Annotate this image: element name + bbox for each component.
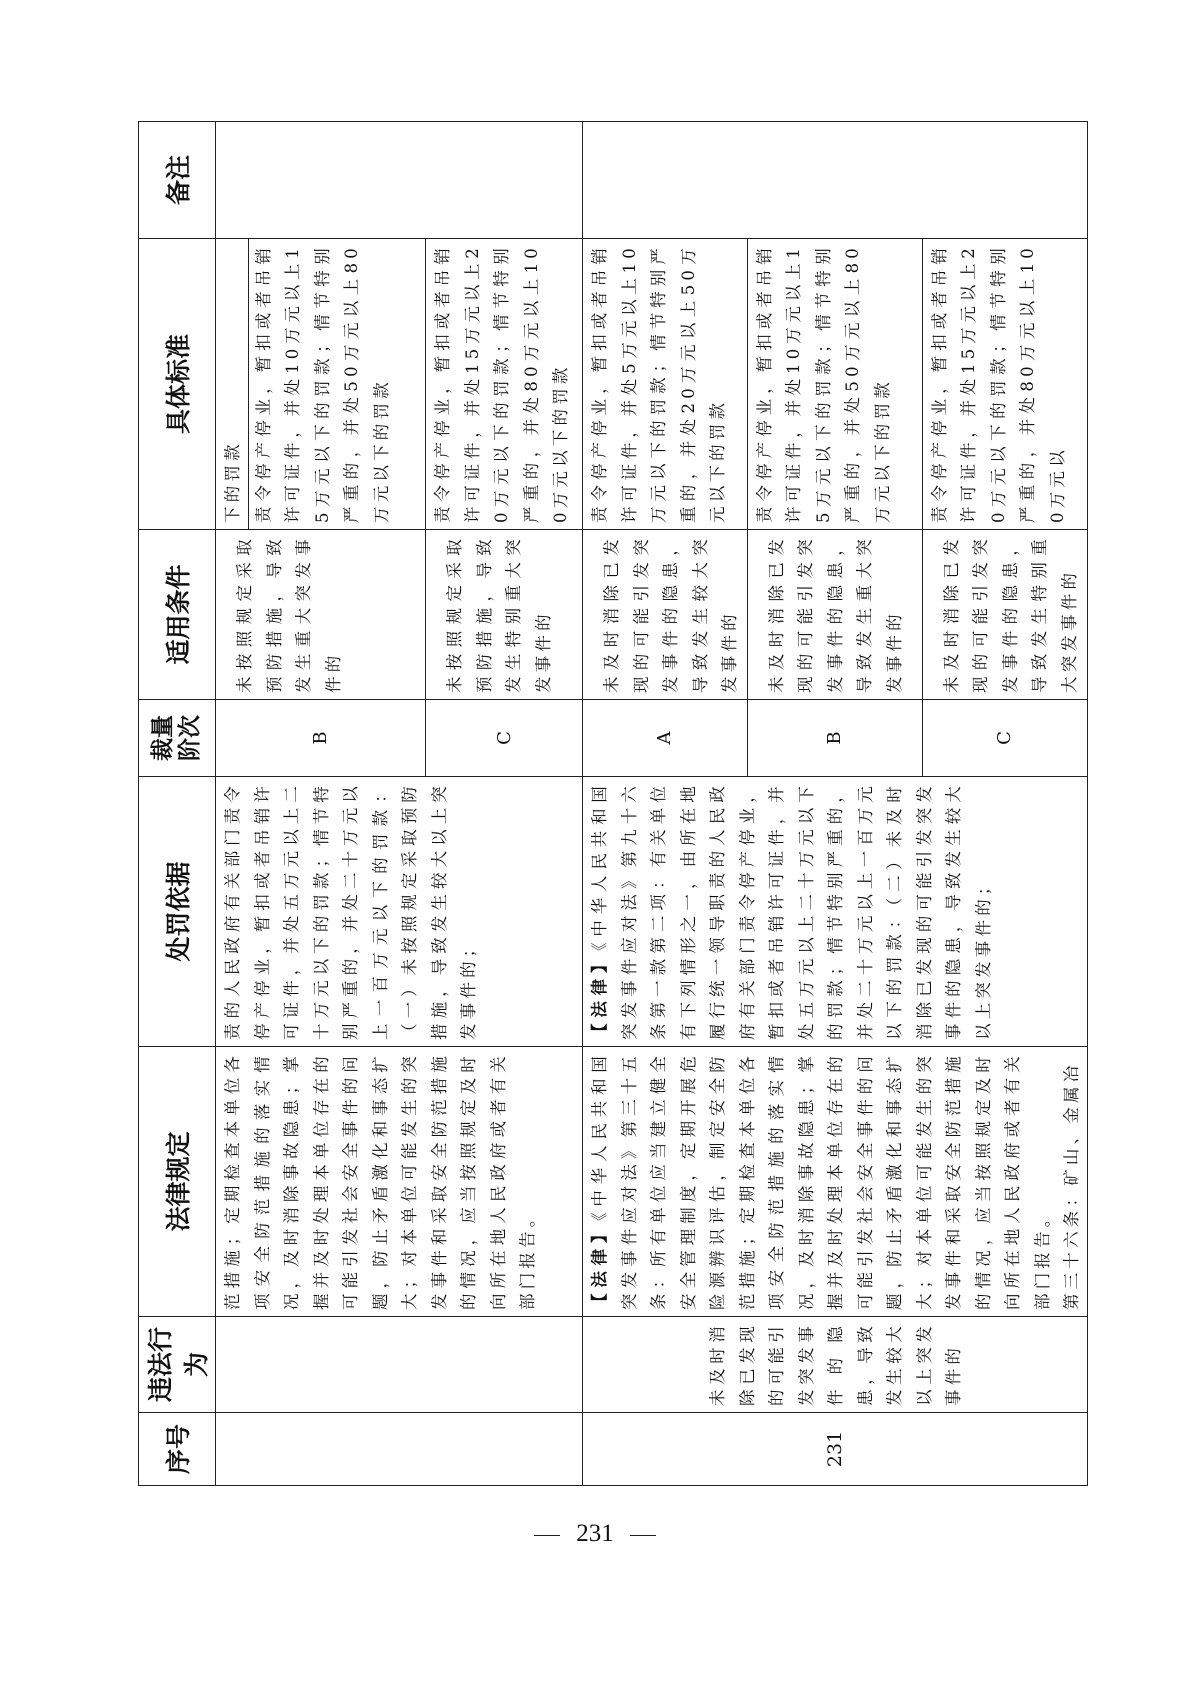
condition-text: 未及时消除已发现的可能引发突发事件的隐患，导致发生特别重大突发事件的 — [941, 535, 1079, 693]
header-condition: 适用条件 — [139, 530, 216, 700]
note-cell-top — [216, 122, 583, 239]
standard-cell — [922, 239, 1087, 530]
condition-text: 未及时消除已发现的可能引发突发事件的隐患，导致发生较大突发事件的 — [602, 535, 739, 693]
page-number-text: 231 — [576, 1520, 614, 1547]
header-standard: 具体标准 — [139, 239, 216, 530]
condition-cell — [216, 530, 426, 700]
table-row — [583, 122, 748, 1486]
condition-text: 未按照规定采取预防措施，导致发生特别重大突发事件的 — [445, 535, 553, 693]
header-grade: 裁量阶次 — [139, 700, 216, 777]
header-note: 备注 — [139, 122, 216, 239]
grade-cell: C — [922, 700, 1087, 777]
standard-lead-text: 下的罚款 — [218, 239, 249, 529]
header-law: 法律规定 — [139, 1047, 216, 1317]
condition-cell — [747, 530, 922, 700]
header-basis: 处罚依据 — [139, 777, 216, 1047]
condition-cell — [922, 530, 1087, 700]
standard-text: 责令停产停业，暂扣或者吊销许可证件，并处5万元以上10万元以下的罚款；情节特别严重的，并处20万元以上50万元以下的罚款 — [590, 244, 727, 523]
rotated-table-container — [138, 122, 1081, 1486]
page-number — [0, 1520, 1190, 1548]
grade-cell: B — [747, 700, 922, 777]
header-seq: 序号 — [139, 1413, 216, 1486]
condition-cell — [583, 530, 748, 700]
law-body: 《中华人民共和国突发事件应对法》第三十五条：所有单位应当建立健全安全管理制度，定期开展危险源辨识评估，制定安全防范措施；定期检查本单位各项安全防范措施的落实情况，及时消除事故隐患；掌握并及时处理本单位存在的可能引发社会安全事件的问题，防止矛盾激化和事态扩大；对本单位可能发生的突发事件和采取安全防范措施的情况，应当按照规定及时向所在地人民政府或者有关部门报告。 第三十六条：矿山、金属冶 — [590, 1052, 1081, 1310]
standard-cell — [747, 239, 922, 530]
header-row — [139, 122, 216, 1486]
basis-bracket: 【法律】 — [590, 950, 609, 1040]
seq-cell: 231 — [583, 1413, 1088, 1486]
standard-text: 责令停产停业，暂扣或者吊销许可证件，并处15万元以上20万元以下的罚款；情节特别严重的，并处80万元以上100万元以 — [929, 244, 1067, 523]
law-bracket: 【法律】 — [590, 1220, 609, 1310]
violation-cell-top — [216, 1317, 583, 1413]
basis-text: 责的人民政府有关部门责令停产停业，暂扣或者吊销许可证件，并处五万元以上二十万元以下的罚款；情节特别严重的，并处二十万元以上一百万元以下的罚款：（一）未按照规定采取预防措施，导致发生较大以上突发事件的； — [223, 782, 478, 1040]
condition-text: 未按照规定采取预防措施，导致发生重大突发事件的 — [235, 535, 343, 693]
basis-body: 《中华人民共和国突发事件应对法》第九十六条第一款第二项：有关单位有下列情形之一，由所在地履行统一领导职责的人民政府有关部门责令停产停业，暂扣或者吊销许可证件，并处五万元以上二十万元以下的罚款；情节特别严重的，并处二十万元以上一百万元以下的罚款：（二）未及时消除已发现的可能引发突发事件的隐患，导致发生较大以上突发事件的； — [590, 782, 993, 1040]
note-cell — [583, 122, 1088, 239]
grade-cell: A — [583, 700, 748, 777]
law-text: 范措施；定期检查本单位各项安全防范措施的落实情况，及时消除事故隐患；掌握并及时处理本单位存在的可能引发社会安全事件的问题，防止矛盾激化和事态扩大；对本单位可能发生的突发事件和采取安全防范措施的情况，应当按照规定及时向所在地人民政府或者有关部门报告。 — [223, 1052, 537, 1310]
standard-text — [216, 239, 396, 529]
condition-cell — [426, 530, 583, 700]
condition-text: 未及时消除已发现的可能引发突发事件的隐患，导致发生重大突发事件的 — [766, 535, 904, 693]
seq-cell-top — [216, 1413, 583, 1486]
table-frame — [138, 122, 1190, 1475]
basis-text — [583, 777, 998, 1046]
law-cell-top — [216, 1047, 583, 1317]
penalty-table — [138, 121, 1088, 1486]
page-number-dash-left — [534, 1535, 560, 1536]
page-number-dash-right — [630, 1535, 656, 1536]
standard-text: 责令停产停业，暂扣或者吊销许可证件，并处15万元以上20万元以下的罚款；情节特别严重的，并处80万元以上100万元以下的罚款 — [433, 244, 570, 523]
basis-cell — [583, 777, 1088, 1047]
standard-text: 责令停产停业，暂扣或者吊销许可证件，并处10万元以上15万元以下的罚款；情节特别严重的，并处50万元以上80万元以下的罚款 — [754, 244, 892, 523]
standard-main-text: 责令停产停业，暂扣或者吊销许可证件，并处10万元以上15万元以下的罚款；情节特别严重的，并处50万元以上80万元以下的罚款 — [253, 244, 391, 523]
header-violation: 违法行为 — [139, 1317, 216, 1413]
law-text — [583, 1047, 1087, 1316]
standard-cell — [216, 239, 426, 530]
grade-cell: C — [426, 700, 583, 777]
table-row — [216, 122, 426, 1486]
violation-text: 未及时消除已发现的可能引发突发事件的隐患，导致发生较大以上突发事件的 — [708, 1322, 963, 1406]
grade-cell: B — [216, 700, 426, 777]
law-cell — [583, 1047, 1088, 1317]
basis-cell-top — [216, 777, 583, 1047]
violation-cell — [583, 1317, 1088, 1413]
standard-cell — [583, 239, 748, 530]
standard-cell — [426, 239, 583, 530]
